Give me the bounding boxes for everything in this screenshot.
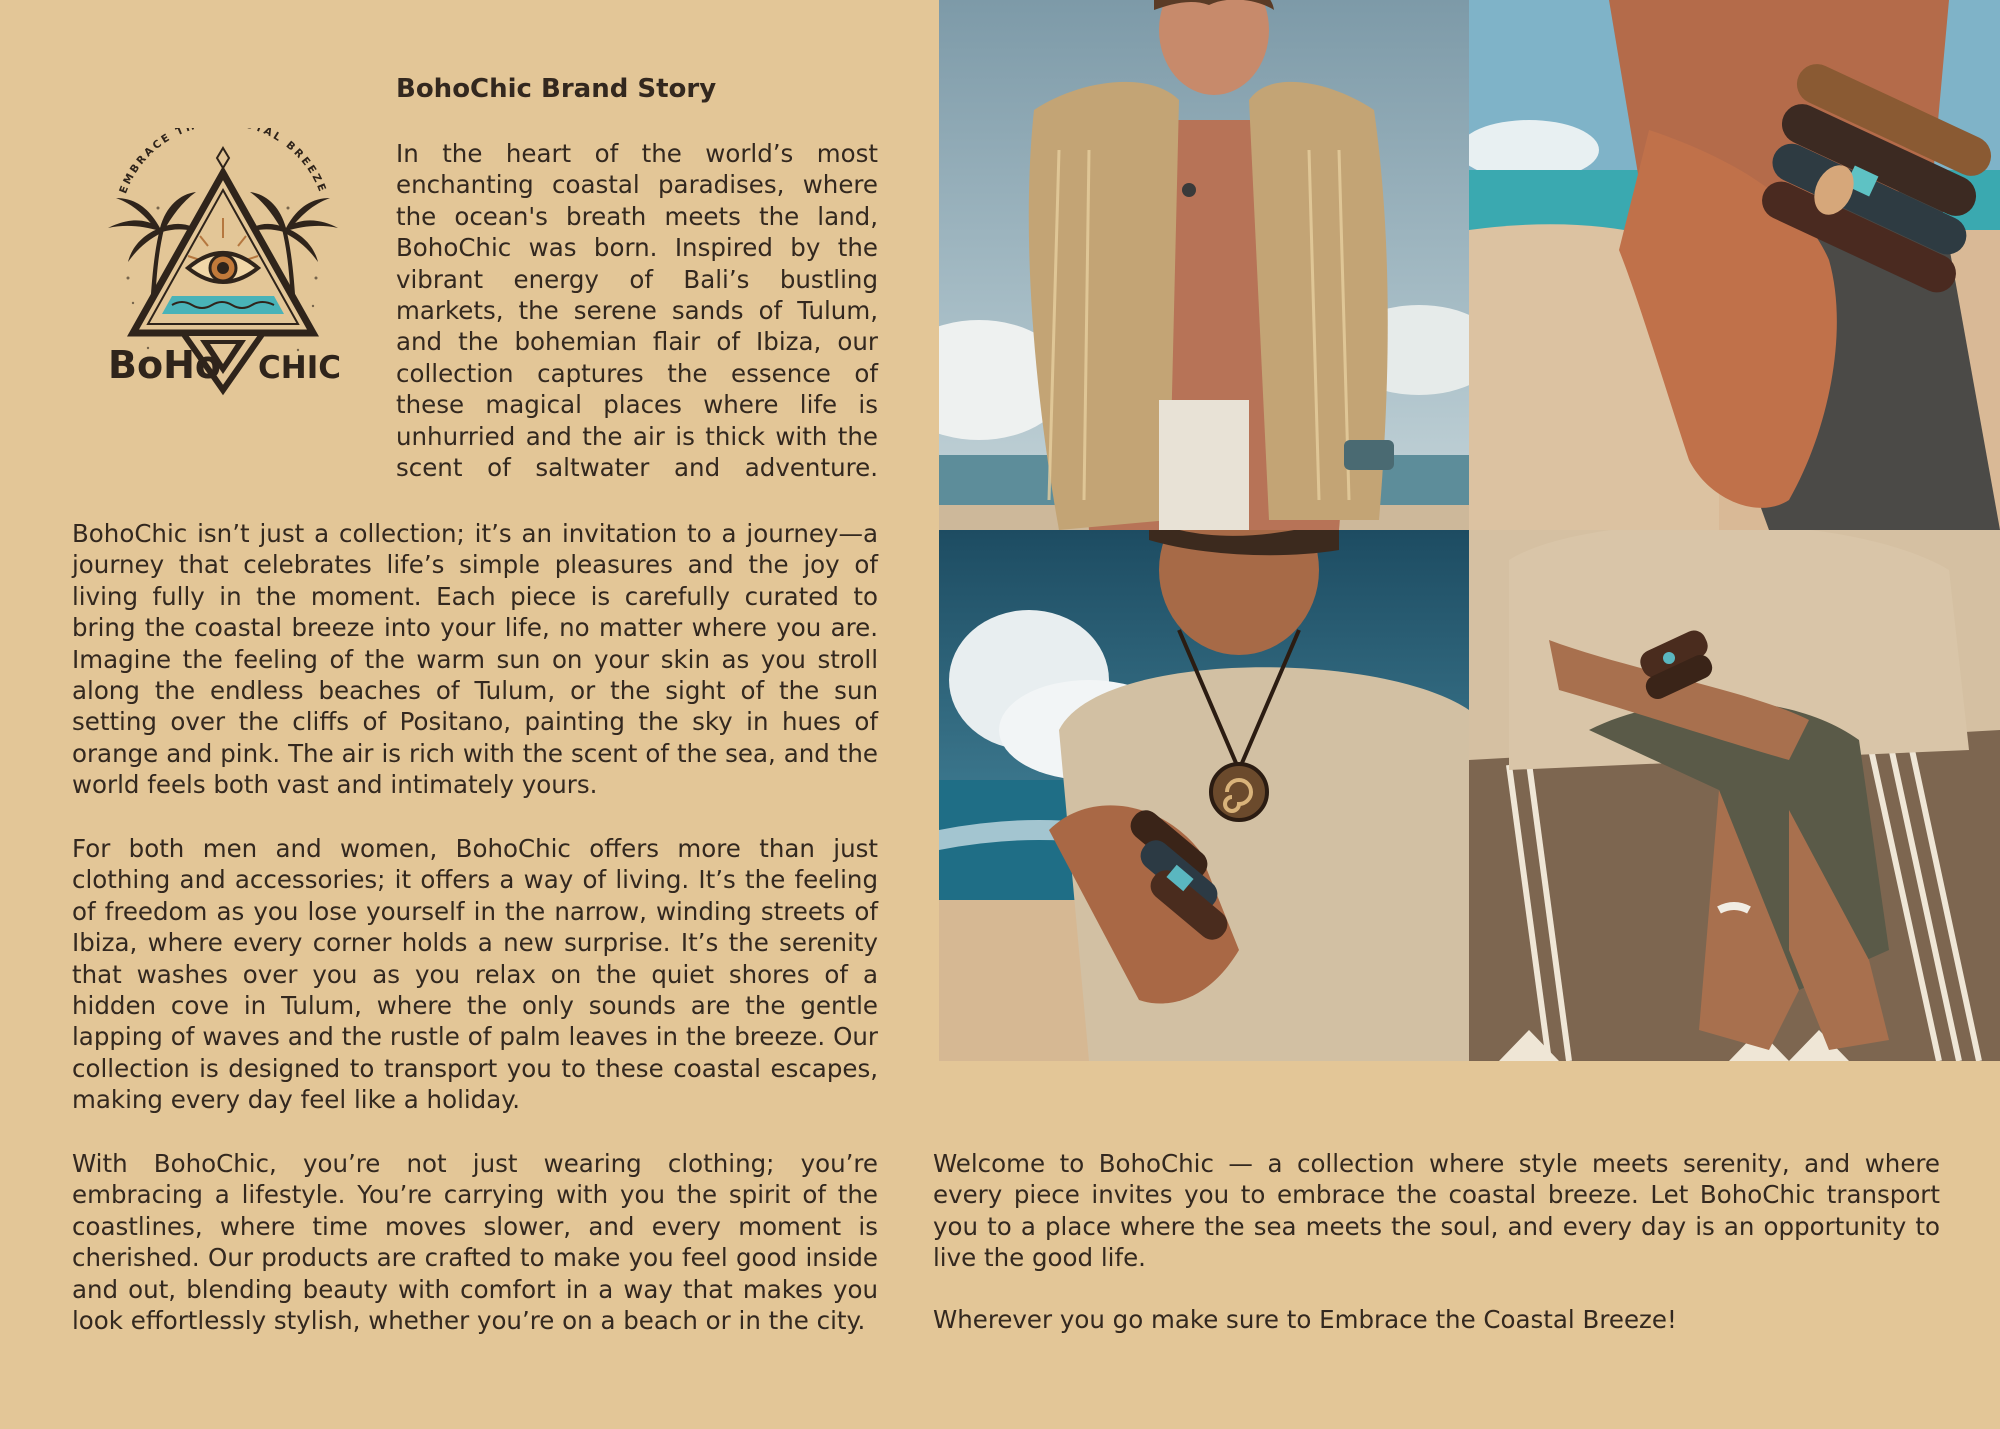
story-paragraph-3: For both men and women, BohoChic offers more than just clothing and accessories; it offers a way of living. It’s the feeling of freedom as you lose yourself in the narrow, winding streets of Ibiza, where every corner holds a new surprise. It’s the serenity that washes over you as you relax on the quiet shores of a hidden cove in Tulum, where the only sounds are the gentle lapping of waves and the rustle of palm leaves in the breeze. Our collection is designed to transport you to these coastal escapes, making every day feel like a holiday. <box>72 834 878 1115</box>
photo-wrist-bracelets-beach <box>1469 0 2000 530</box>
photo-man-spiral-pendant <box>939 530 1469 1061</box>
photo-man-fringe-poncho <box>939 0 1469 530</box>
brand-logo <box>88 128 358 413</box>
logo-emblem <box>88 128 358 413</box>
logo-word-left: BoHo <box>108 343 221 387</box>
story-paragraph-2: BohoChic isn’t just a collection; it’s an invitation to a journey—a journey that celebrates life’s simple pleasures and the joy of living fully in the moment. Each piece is carefully curated to bring the coastal breeze into your life, no matter where you are. Imagine the feeling of the warm sun on your skin as you stroll along the endless beaches of Tulum, or the sight of the sun setting over the cliffs of Positano, painting the sky in hues of orange and pink. The air is rich with the scent of the sea, and the world feels both vast and intimately yours. <box>72 519 878 800</box>
closing-line: Wherever you go make sure to Embrace the Coastal Breeze! <box>933 1305 1677 1334</box>
logo-arc-text: EMBRACE T TAL BREEZE <box>117 128 329 196</box>
story-paragraph-4: With BohoChic, you’re not just wearing clothing; you’re embracing a lifestyle. You’re carrying with you the spirit of the coastlines, where time moves slower, and every moment is cherished. Our products are crafted to make you feel good inside and out, blending beauty with comfort in a way that makes you look effortlessly stylish, whether you’re on a beach or in the city. <box>72 1149 878 1336</box>
page-title: BohoChic Brand Story <box>396 74 717 104</box>
story-paragraph-1: In the heart of the world’s most enchanting coastal paradises, where the ocean's breath meets the land, BohoChic was born. Inspired by the vibrant energy of Bali’s bustling markets, the serene sands of Tulum, and the bohemian flair of Ibiza, our collection captures the essence of these magical places where life is unhurried and the air is thick with the scent of saltwater and adventure. <box>396 139 878 483</box>
photo-man-seated-beach-towel <box>1469 530 2000 1061</box>
logo-word-right: CHIC <box>258 350 341 386</box>
story-paragraph-5: Welcome to BohoChic — a collection where style meets serenity, and where every piece invites you to embrace the coastal breeze. Let BohoChic transport you to a place where the sea meets the soul, and every day is an opportunity to live the good life. <box>933 1149 1940 1273</box>
